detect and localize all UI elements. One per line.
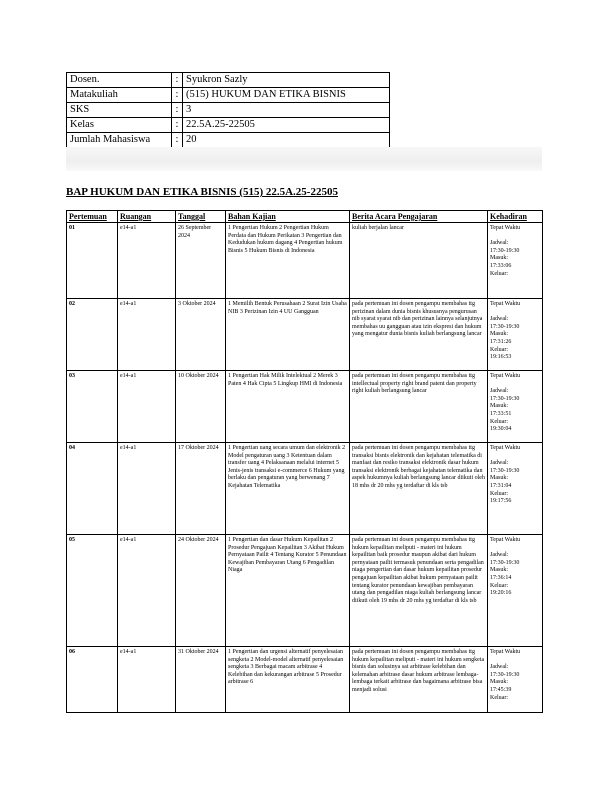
attendance-status: Tepat Waktu xyxy=(490,649,521,655)
cell-tanggal: 31 Oktober 2024 xyxy=(176,647,226,713)
schedule-label: Jadwal: xyxy=(490,460,509,467)
cell-bahan-kajian: 1 Pengertian Hak Milik Intelektual 2 Merek 3 Paten 4 Hak Cipta 5 Lingkup HMI di Indonesia xyxy=(226,371,350,443)
info-row xyxy=(67,118,390,133)
table-row xyxy=(67,371,543,443)
col-header-kehadiran: Kehadiran xyxy=(488,211,543,223)
info-separator: : xyxy=(172,133,183,148)
schedule-label: Jadwal: xyxy=(490,240,509,247)
bap-table xyxy=(66,210,543,713)
check-in-time: 17:33:06 xyxy=(490,262,512,269)
info-separator: : xyxy=(172,103,183,118)
cell-kehadiran xyxy=(488,223,543,299)
schedule-label: Jadwal: xyxy=(490,388,509,395)
info-label: Jumlah Mahasiswa xyxy=(67,133,172,148)
attendance-status: Tepat Waktu xyxy=(490,537,521,543)
cell-kehadiran xyxy=(488,299,543,371)
cell-tanggal: 10 Oktober 2024 xyxy=(176,371,226,443)
cell-pertemuan: 01 xyxy=(67,223,118,299)
attendance-status: Tepat Waktu xyxy=(490,301,521,307)
check-out-time: 19:17:56 xyxy=(490,498,512,505)
col-header-ruangan: Ruangan xyxy=(118,211,176,223)
cell-berita-acara: pada pertemuan ini dosen pengampu membahas ttg hukum kepailitan meliputi - materi ini hukum sengketa bisnis dan solusinya sat arbitrase kelebihan dan kelemahan arbitrase dasar hukum arbitrase lembaga-lembaga terkait arbitrase dan bagaimana arbitrase bisa menjadi solusi xyxy=(350,647,488,713)
info-row xyxy=(67,73,390,88)
check-in-label: Masuk: xyxy=(490,255,508,262)
table-row xyxy=(67,223,543,299)
info-row xyxy=(67,103,390,118)
info-value: 22.5A.25-22505 xyxy=(183,118,390,133)
cell-berita-acara: pada pertemuan ini dosen pengampu membahas ttg intellectual property right brand patent dan property right kuliah berlangsung lancar xyxy=(350,371,488,443)
bap-table-header-row xyxy=(67,211,543,223)
cell-ruangan: e14-a1 xyxy=(118,299,176,371)
cell-bahan-kajian: 1 Pengertian uang secara umum dan elektronik 2 Model pengaturan uang 3 Ketentuan dalam transfer uang 4 Pelaksanaan melalui internet 5 Jenis-jenis transaksi e-commerce 6 Hukum yang berlaku dan pengaturan yang berwenang 7 Kejahatan Telematika xyxy=(226,443,350,535)
check-out-label: Keluar: xyxy=(490,582,508,589)
attendance-status: Tepat Waktu xyxy=(490,445,521,451)
check-out-label: Keluar: xyxy=(490,418,508,425)
check-out-label: Keluar: xyxy=(490,490,508,497)
check-in-label: Masuk: xyxy=(490,475,508,482)
cell-ruangan: e14-a1 xyxy=(118,371,176,443)
table-row xyxy=(67,535,543,647)
shaded-band xyxy=(66,147,542,171)
col-header-berita-acara: Berita Acara Pengajaran xyxy=(350,211,488,223)
schedule-time: 17:30-19:30 xyxy=(490,467,520,474)
cell-pertemuan: 04 xyxy=(67,443,118,535)
check-in-time: 17:36:14 xyxy=(490,574,512,581)
cell-pertemuan: 06 xyxy=(67,647,118,713)
table-row xyxy=(67,443,543,535)
cell-ruangan: e14-a1 xyxy=(118,443,176,535)
cell-berita-acara: pada pertemuan ini dosen pengampu membahas ttg transaksi bisnis elektronik dan kejahatan telematika di manfaat dan resiko transaksi elektronik dasar hukum transaksi elektronik berbagai kejahatan telematika dan aspek hukumnya kuliah berlangsung lancar diikuti oleh 18 mhs dr 20 mhs yg terdaftar di kls tsb xyxy=(350,443,488,535)
cell-bahan-kajian: 1 Pengertian dan urgensi alternatif penyelesaian sengketa 2 Model-model alternatif penyelesaian sengketa 3 Berbagai macam arbitrase 4 Kelebihan dan kekurangan arbitrase 5 Prosedur arbitrase 6 xyxy=(226,647,350,713)
cell-tanggal: 3 Oktober 2024 xyxy=(176,299,226,371)
info-label: Matakuliah xyxy=(67,88,172,103)
cell-bahan-kajian: 1 Pengertian dan dasar Hukum Kepailitan 2 Prosedur Pengajuan Kepailitan 3 Akibat Hukum Pernyataan Pailit 4 Tentang Kurator 5 Penundaan Kewajiban Pembayaran Utang 6 Pengadilan Niaga xyxy=(226,535,350,647)
cell-pertemuan: 03 xyxy=(67,371,118,443)
check-in-label: Masuk: xyxy=(490,403,508,410)
check-in-time: 17:33:51 xyxy=(490,410,512,417)
lecture-info-table xyxy=(66,72,390,148)
cell-ruangan: e14-a1 xyxy=(118,535,176,647)
cell-pertemuan: 05 xyxy=(67,535,118,647)
cell-pertemuan: 02 xyxy=(67,299,118,371)
schedule-time: 17:30-19:30 xyxy=(490,247,520,254)
cell-berita-acara: kuliah berjalan lancar xyxy=(350,223,488,299)
cell-kehadiran xyxy=(488,371,543,443)
check-out-time: 19:30:04 xyxy=(490,426,512,433)
attendance-status: Tepat Waktu xyxy=(490,225,521,231)
attendance-status: Tepat Waktu xyxy=(490,373,521,379)
info-value: 3 xyxy=(183,103,390,118)
schedule-time: 17:30-19:30 xyxy=(490,323,520,330)
cell-kehadiran xyxy=(488,443,543,535)
info-value: (515) HUKUM DAN ETIKA BISNIS xyxy=(183,88,390,103)
check-out-time: 19:20:16 xyxy=(490,590,512,597)
info-label: Dosen. xyxy=(67,73,172,88)
check-in-label: Masuk: xyxy=(490,679,508,686)
info-value: 20 xyxy=(183,133,390,148)
info-row xyxy=(67,133,390,148)
info-separator: : xyxy=(172,73,183,88)
check-in-label: Masuk: xyxy=(490,331,508,338)
col-header-bahan-kajian: Bahan Kajian xyxy=(226,211,350,223)
schedule-label: Jadwal: xyxy=(490,664,509,671)
schedule-time: 17:30-19:30 xyxy=(490,671,520,678)
col-header-tanggal: Tanggal xyxy=(176,211,226,223)
cell-ruangan: e14-a1 xyxy=(118,223,176,299)
schedule-label: Jadwal: xyxy=(490,552,509,559)
check-out-time: 19:16:53 xyxy=(490,354,512,361)
table-row xyxy=(67,647,543,713)
check-out-label: Keluar: xyxy=(490,346,508,353)
check-out-label: Keluar: xyxy=(490,694,508,701)
bap-heading: BAP HUKUM DAN ETIKA BISNIS (515) 22.5A.25-22505 xyxy=(66,186,338,198)
info-row xyxy=(67,88,390,103)
check-in-time: 17:45:39 xyxy=(490,686,512,693)
info-label: Kelas xyxy=(67,118,172,133)
info-separator: : xyxy=(172,118,183,133)
cell-tanggal: 26 September 2024 xyxy=(176,223,226,299)
check-in-label: Masuk: xyxy=(490,567,508,574)
table-row xyxy=(67,299,543,371)
cell-bahan-kajian: 1 Memilih Bentuk Perusahaan 2 Surat Izin Usaha NIB 3 Perizinan Izin 4 UU Gangguan xyxy=(226,299,350,371)
cell-tanggal: 17 Oktober 2024 xyxy=(176,443,226,535)
cell-kehadiran xyxy=(488,647,543,713)
info-value: Syukron Sazly xyxy=(183,73,390,88)
schedule-label: Jadwal: xyxy=(490,316,509,323)
cell-tanggal: 24 Oktober 2024 xyxy=(176,535,226,647)
info-separator: : xyxy=(172,88,183,103)
cell-berita-acara: pada pertemuan ini dosen pengampu membahas ttg perizinan dalam dunia bisnis khususnya pengurusan nib syarat syarat nib dan perizinan lainnya selanjutnya membahas uu gangguan atau izin ekspresi dan hukum yang mengatur dunia bisnis kuliah berlangsung lancar xyxy=(350,299,488,371)
cell-bahan-kajian: 1 Pengertian Hukum 2 Pengertian Hukum Perdata dan Hukum Perikatan 3 Pengertian dan Kedudukan hukum dagang 4 Pengertian hukum Bisnis 5 Hukum Bisnis di Indonesia xyxy=(226,223,350,299)
check-out-label: Keluar: xyxy=(490,270,508,277)
cell-kehadiran xyxy=(488,535,543,647)
schedule-time: 17:30-19:30 xyxy=(490,395,520,402)
info-label: SKS xyxy=(67,103,172,118)
check-in-time: 17:31:26 xyxy=(490,338,512,345)
cell-berita-acara: pada pertemuan ini dosen pengampu membahas ttg hukum kepailitan meliputi - materi ini hukum kepailitan baik prosedur maupun akibat dari hukum pernyataan pailit termasuk penundaan serta pengadilan niaga pengertian dan dasar hukum kepailitan prosedur pengajuan kepailitan akibat hukum pernyataan pailit tentang kurator penundaan kewajiban pembayaran utang dan pengadilan niaga kuliah berlangsung lancar diikuti oleh 19 mhs dr 20 mhs yg terdaftar di kls tsb xyxy=(350,535,488,647)
cell-ruangan: e14-a1 xyxy=(118,647,176,713)
schedule-time: 17:30-19:30 xyxy=(490,559,520,566)
check-in-time: 17:31:04 xyxy=(490,482,512,489)
col-header-pertemuan: Pertemuan xyxy=(67,211,118,223)
